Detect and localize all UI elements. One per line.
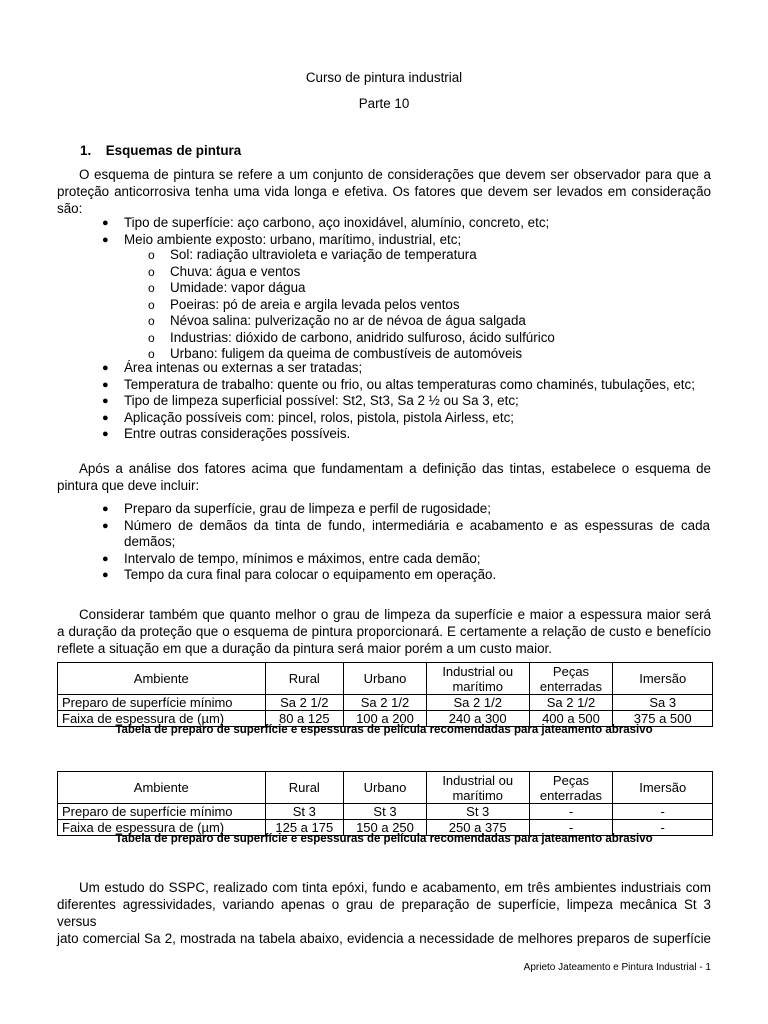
table-cell: St 3 bbox=[344, 804, 427, 820]
document-title: Curso de pintura industrial bbox=[305, 70, 463, 85]
table-cell: 400 a 500 bbox=[529, 711, 613, 727]
after-paragraph bbox=[57, 460, 711, 494]
list-item: ● Área intenas ou externas a ser tratadas; bbox=[102, 360, 363, 375]
list-item: ● Aplicação possíveis com: pincel, rolos, pistola, pistola Airless, etc; bbox=[102, 409, 514, 425]
table-cell: Sa 3 bbox=[613, 695, 713, 711]
table-cell: Preparo de superfície mínimo bbox=[58, 695, 266, 711]
after-line: Após a análise dos fatores acima que fundamentam a definição das tintas, estabelece o esquema de bbox=[79, 461, 711, 476]
table-cell: 250 a 375 bbox=[426, 820, 529, 836]
table-header-cell: Urbano bbox=[344, 663, 427, 695]
bullet-icon: ● bbox=[102, 552, 109, 565]
circle-bullet-icon: o bbox=[148, 297, 155, 312]
table-cell: Faixa de espessura de (µm) bbox=[58, 711, 266, 727]
factors-list bbox=[0, 215, 710, 248]
table-row bbox=[58, 695, 713, 711]
table-header-cell: Imersão bbox=[613, 772, 713, 804]
bullet-icon: ● bbox=[102, 395, 109, 407]
list-item: ● Entre outras considerações possíveis. bbox=[102, 426, 351, 441]
table-cell: Sa 2 1/2 bbox=[426, 695, 529, 711]
bullet-icon: ● bbox=[102, 519, 109, 532]
table-cell: - bbox=[529, 804, 613, 820]
table-cell: - bbox=[613, 820, 713, 836]
scheme-list bbox=[0, 501, 710, 584]
table-header-cell: Rural bbox=[265, 772, 344, 804]
bullet-icon: ● bbox=[102, 233, 109, 246]
consider-line: a duração da proteção que o esquema de pintura proporcionará. E certamente a relação de custo e benefício bbox=[57, 624, 711, 639]
bullet-icon: ● bbox=[102, 217, 109, 229]
circle-bullet-icon: o bbox=[148, 347, 155, 361]
consider-line: reflete a situação em que a duração da pintura será maior porém a um custo maior. bbox=[57, 641, 552, 656]
circle-bullet-icon: o bbox=[148, 330, 155, 345]
table-cell: Sa 2 1/2 bbox=[344, 695, 427, 711]
section-number: 1. bbox=[80, 143, 92, 158]
section-heading bbox=[80, 143, 241, 158]
document-subtitle: Parte 10 bbox=[358, 96, 410, 111]
table-cell: 80 a 125 bbox=[265, 711, 344, 727]
table-header-cell: Rural bbox=[265, 663, 344, 695]
list-item: o Poeiras: pó de areia e argila levada pelos ventos bbox=[148, 296, 460, 312]
bullet-icon: ● bbox=[102, 503, 109, 515]
table-header-row bbox=[58, 772, 713, 804]
bullet-icon: ● bbox=[102, 378, 109, 391]
list-item: o Urbano: fuligem da queima de combustíveis de automóveis bbox=[148, 346, 523, 361]
list-item: o Umidade: vapor dágua bbox=[148, 280, 306, 295]
bullet-icon: ● bbox=[102, 569, 109, 581]
circle-bullet-icon: o bbox=[148, 264, 155, 279]
table-cell: - bbox=[529, 820, 613, 836]
environment-sublist bbox=[0, 247, 555, 363]
list-item: ● Tempo da cura final para colocar o equipamento em operação. bbox=[102, 567, 497, 582]
intro-line: são: bbox=[57, 201, 83, 216]
circle-bullet-icon: o bbox=[148, 314, 155, 328]
table-header-cell: Ambiente bbox=[58, 772, 266, 804]
table-cell: 125 a 175 bbox=[265, 820, 344, 836]
study-paragraph bbox=[57, 879, 711, 947]
section-title: Esquemas de pintura bbox=[105, 143, 242, 158]
bullet-icon: ● bbox=[102, 411, 109, 424]
list-item: ● Número de demãos da tinta de fundo, intermediária e acabamento e as espessuras de cada demãos; bbox=[102, 517, 710, 549]
table-cell: - bbox=[613, 804, 713, 820]
list-item: ● Temperatura de trabalho: quente ou frio, ou altas temperaturas como chaminés, tubulações, etc; bbox=[102, 376, 695, 392]
table-cell: 375 a 500 bbox=[613, 711, 713, 727]
table-cell: 240 a 300 bbox=[426, 711, 529, 727]
intro-paragraph bbox=[57, 166, 711, 217]
circle-bullet-icon: o bbox=[148, 248, 155, 262]
consider-line: Considerar também que quanto melhor o grau de limpeza da superfície e maior a espessura maior será bbox=[79, 607, 711, 622]
table-cell: 100 a 200 bbox=[344, 711, 427, 727]
after-line: pintura que deve incluir: bbox=[57, 478, 200, 493]
table-caption: Tabela de preparo de superfície e espessuras de película recomendadas para jateamento abrasivo bbox=[115, 724, 653, 736]
table-header-cell: Ambiente bbox=[58, 663, 266, 695]
study-line: Um estudo do SSPC, realizado com tinta epóxi, fundo e acabamento, em três ambientes industriais com bbox=[79, 880, 711, 895]
list-item: ● Preparo da superfície, grau de limpeza e perfil de rugosidade; bbox=[102, 501, 491, 516]
table-cell: Sa 2 1/2 bbox=[265, 695, 344, 711]
table-cell: Sa 2 1/2 bbox=[529, 695, 613, 711]
table-header-cell: Industrial ou marítimo bbox=[426, 772, 529, 804]
table-header-cell: Peças enterradas bbox=[529, 772, 613, 804]
table-cell: St 3 bbox=[265, 804, 344, 820]
table-cell: Preparo de superfície mínimo bbox=[58, 804, 266, 820]
list-item: ● Tipo de superfície: aço carbono, aço inoxidável, alumínio, concreto, etc; bbox=[102, 215, 550, 230]
table-header-cell: Industrial ou marítimo bbox=[426, 663, 529, 695]
study-line: jato comercial Sa 2, mostrada na tabela abaixo, evidencia a necessidade de melhores preparos de superfície bbox=[57, 931, 711, 946]
table-cell: 150 a 250 bbox=[344, 820, 427, 836]
table-cell: St 3 bbox=[426, 804, 529, 820]
list-item: ● Meio ambiente exposto: urbano, marítimo, industrial, etc; bbox=[102, 231, 462, 247]
circle-bullet-icon: o bbox=[148, 281, 155, 295]
table-caption: Tabela de preparo de superfície e espessuras de película recomendadas para jateamento abrasivo bbox=[115, 833, 653, 845]
list-item: ● Intervalo de tempo, mínimos e máximos, entre cada demão; bbox=[102, 550, 481, 566]
factors-list-continued bbox=[0, 360, 710, 443]
intro-line: proteção anticorrosiva tenha uma vida longa e efetiva. Os fatores que devem ser levados em consideração bbox=[57, 184, 711, 199]
list-item: ● Tipo de limpeza superficial possível: St2, St3, Sa 2 ½ ou Sa 3, etc; bbox=[102, 393, 519, 408]
bullet-icon: ● bbox=[102, 362, 109, 374]
table-header-cell: Urbano bbox=[344, 772, 427, 804]
list-item: o Sol: radiação ultravioleta e variação de temperatura bbox=[148, 247, 477, 262]
table-header-cell: Imersão bbox=[613, 663, 713, 695]
intro-line: O esquema de pintura se refere a um conjunto de considerações que devem ser observador para que a bbox=[79, 167, 711, 182]
mechanical-table bbox=[57, 771, 713, 836]
page-footer: Aprieto Jateamento e Pintura Industrial - 1 bbox=[523, 962, 711, 973]
list-item: o Névoa salina: pulverização no ar de névoa de água salgada bbox=[148, 313, 526, 328]
table-cell: Faixa de espessura de (µm) bbox=[58, 820, 266, 836]
bullet-icon: ● bbox=[102, 428, 109, 440]
list-item: o Chuva: água e ventos bbox=[148, 263, 301, 279]
blast-table bbox=[57, 662, 713, 727]
study-line: diferentes agressividades, variando apenas o grau de preparação de superfície, limpeza mecânica St 3 versus bbox=[57, 897, 711, 929]
list-item: o Industrias: dióxido de carbono, anidrido sulfuroso, ácido sulfúrico bbox=[148, 329, 555, 345]
table-header-cell: Peças enterradas bbox=[529, 663, 613, 695]
consider-paragraph bbox=[57, 606, 711, 657]
table-row bbox=[58, 804, 713, 820]
table-header-row bbox=[58, 663, 713, 695]
